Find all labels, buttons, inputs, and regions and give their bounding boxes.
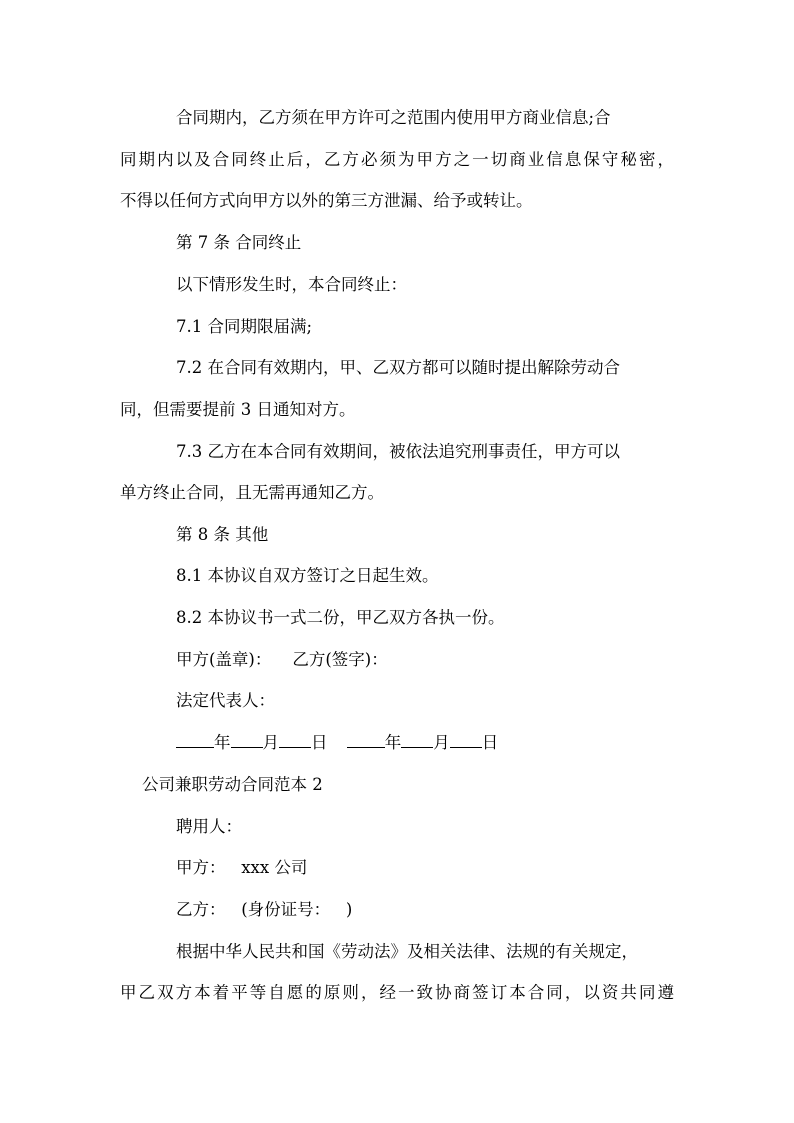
date-line xyxy=(176,731,498,755)
date-blank xyxy=(279,731,311,748)
date-blank xyxy=(450,731,482,748)
clause-line: 单方终止合同，且无需再通知乙方。 xyxy=(120,483,384,502)
signature-parties: 甲方(盖章)： 乙方(签字)： xyxy=(176,650,388,669)
party-b-line: 乙方： (身份证号： ) xyxy=(176,900,353,919)
date-month-label: 月 xyxy=(433,733,450,752)
clause-line: 7.3 乙方在本合同有效期间，被依法追究刑事责任，甲方可以 xyxy=(176,442,620,461)
clause-line: 8.1 本协议自双方签订之日起生效。 xyxy=(176,566,439,585)
date-blank xyxy=(347,731,385,748)
paragraph-line: 合同期内，乙方须在甲方许可之范围内使用甲方商业信息;合 xyxy=(176,108,611,127)
paragraph-line: 不得以任何方式向甲方以外的第三方泄漏、给予或转让。 xyxy=(120,191,533,210)
legal-representative: 法定代表人： xyxy=(176,691,275,710)
date-day-label: 日 xyxy=(311,733,328,752)
article-heading: 第 7 条 合同终止 xyxy=(176,233,302,252)
clause-line: 同，但需要提前 3 日通知对方。 xyxy=(120,400,356,419)
clause-line: 8.2 本协议书一式二份，甲乙双方各执一份。 xyxy=(176,608,505,627)
date-year-label: 年 xyxy=(384,733,402,752)
article-heading: 第 8 条 其他 xyxy=(176,525,269,544)
paragraph-line: 甲乙双方本着平等自愿的原则，经一致协商签订本合同，以资共同遵 xyxy=(120,983,674,1002)
paragraph-line: 同期内以及合同终止后，乙方必须为甲方之一切商业信息保守秘密， xyxy=(120,150,674,169)
party-a-line: 甲方： xxx 公司 xyxy=(176,858,308,877)
date-blank xyxy=(176,731,214,748)
paragraph-line: 根据中华人民共和国《劳动法》及相关法律、法规的有关规定， xyxy=(176,942,638,961)
section-title: 公司兼职劳动合同范本 2 xyxy=(142,775,323,794)
employer-label: 聘用人： xyxy=(176,817,242,836)
date-year-label: 年 xyxy=(214,733,231,752)
date-blank xyxy=(231,731,263,748)
paragraph-line: 以下情形发生时，本合同终止： xyxy=(176,275,407,294)
clause-line: 7.1 合同期限届满; xyxy=(176,317,313,336)
clause-line: 7.2 在合同有效期内，甲、乙双方都可以随时提出解除劳动合 xyxy=(176,358,620,377)
date-blank xyxy=(401,731,433,748)
date-month-label: 月 xyxy=(262,733,279,752)
date-day-label: 日 xyxy=(481,733,499,752)
